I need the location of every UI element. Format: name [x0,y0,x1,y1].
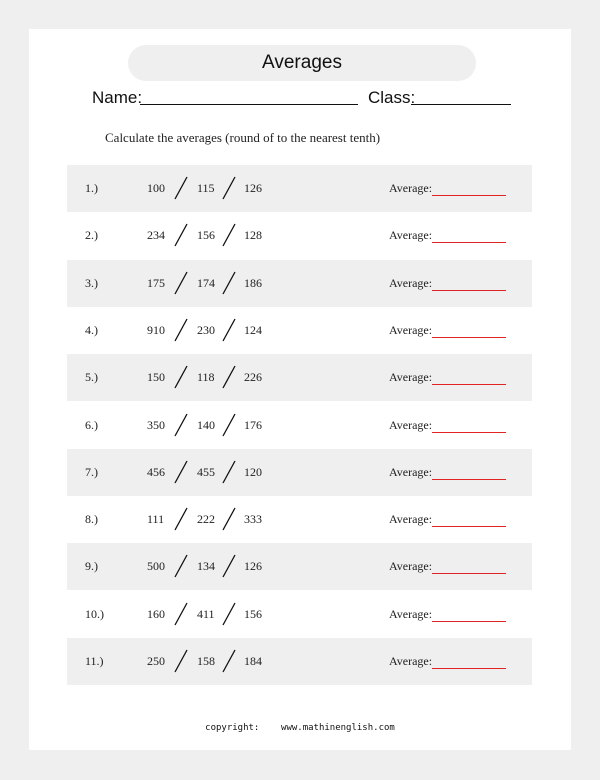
slash-separator-icon [219,176,241,200]
average-answer-field[interactable] [432,195,506,196]
slash-separator-icon [219,554,241,578]
slash-separator-icon [171,271,193,295]
value-3: 126 [244,181,262,195]
slash-separator-icon [171,649,193,673]
problem-number: 2.) [85,228,98,243]
problem-number: 6.) [85,417,98,432]
slash-separator-icon [219,649,241,673]
slash-separator-icon [219,507,241,531]
problem-row [67,449,532,496]
value-1: 910 [147,322,165,337]
value-2: 230 [197,322,215,337]
name-field[interactable] [140,104,358,105]
value-2: 134 [197,559,215,574]
problem-row [67,212,532,259]
value-3: 124 [244,322,262,337]
average-answer-field[interactable] [432,668,506,669]
copyright [29,723,571,733]
slash-separator-icon [171,318,193,342]
problem-row [67,496,532,543]
instructions: Calculate the averages (round of to the nearest tenth) [105,130,381,145]
average-answer-field[interactable] [432,384,506,385]
problem-number: 1.) [85,181,98,195]
value-1: 350 [147,417,165,432]
average-label: Average: [389,275,433,290]
average-answer-field[interactable] [432,242,506,243]
value-1: 100 [147,181,165,195]
slash-separator-icon [171,365,193,389]
problem-number: 7.) [85,464,98,479]
average-label: Average: [389,464,433,479]
worksheet-title [128,45,476,81]
slash-separator-icon [219,413,241,437]
title-text: Averages [262,52,342,73]
problem-row [67,260,532,307]
average-answer-field[interactable] [432,573,506,574]
copyright-label: copyright: [205,723,260,733]
value-1: 456 [147,464,165,479]
value-1: 250 [147,654,165,668]
problem-row [67,543,532,590]
average-answer-field[interactable] [432,479,506,480]
average-label: Average: [389,654,433,668]
average-answer-field[interactable] [432,290,506,291]
slash-separator-icon [219,223,241,247]
average-label: Average: [389,417,433,432]
value-3: 184 [244,654,262,668]
slash-separator-icon [171,554,193,578]
average-answer-field[interactable] [432,337,506,338]
value-1: 500 [147,559,165,574]
value-2: 411 [197,606,215,621]
slash-separator-icon [171,602,193,626]
problem-number: 3.) [85,275,98,290]
slash-separator-icon [219,365,241,389]
average-label: Average: [389,606,433,621]
problem-row [67,638,532,685]
value-1: 111 [147,512,165,527]
average-answer-field[interactable] [432,432,506,433]
problem-row [67,591,532,638]
problem-row [67,402,532,449]
average-label: Average: [389,181,433,195]
value-2: 115 [197,181,215,195]
value-1: 234 [147,228,165,243]
problem-number: 9.) [85,559,98,574]
class-field[interactable] [411,104,511,105]
value-2: 158 [197,654,215,668]
value-2: 455 [197,464,215,479]
slash-separator-icon [219,318,241,342]
slash-separator-icon [219,460,241,484]
value-2: 222 [197,512,215,527]
slash-separator-icon [171,460,193,484]
problem-row [67,354,532,401]
value-3: 186 [244,275,262,290]
value-3: 120 [244,464,262,479]
value-3: 333 [244,512,262,527]
value-1: 150 [147,370,165,385]
value-3: 128 [244,228,262,243]
slash-separator-icon [171,507,193,531]
problem-number: 11.) [85,654,104,668]
value-2: 156 [197,228,215,243]
worksheet [29,29,571,750]
average-label: Average: [389,322,433,337]
average-label: Average: [389,559,433,574]
problem-number: 10.) [85,606,104,621]
value-3: 176 [244,417,262,432]
value-3: 126 [244,559,262,574]
value-3: 156 [244,606,262,621]
slash-separator-icon [171,413,193,437]
copyright-url[interactable]: www.mathinenglish.com [281,723,395,733]
slash-separator-icon [171,223,193,247]
problem-row [67,307,532,354]
average-answer-field[interactable] [432,621,506,622]
average-label: Average: [389,228,433,243]
problem-row [67,165,532,212]
value-1: 160 [147,606,165,621]
problem-number: 8.) [85,512,98,527]
slash-separator-icon [219,271,241,295]
slash-separator-icon [219,602,241,626]
class-label: Class: [368,88,416,107]
value-1: 175 [147,275,165,290]
value-2: 174 [197,275,215,290]
average-label: Average: [389,512,433,527]
average-label: Average: [389,370,433,385]
slash-separator-icon [171,176,193,200]
name-label: Name: [92,88,143,107]
value-2: 118 [197,370,215,385]
problem-number: 4.) [85,322,98,337]
average-answer-field[interactable] [432,526,506,527]
value-3: 226 [244,370,262,385]
value-2: 140 [197,417,215,432]
problem-number: 5.) [85,370,98,385]
